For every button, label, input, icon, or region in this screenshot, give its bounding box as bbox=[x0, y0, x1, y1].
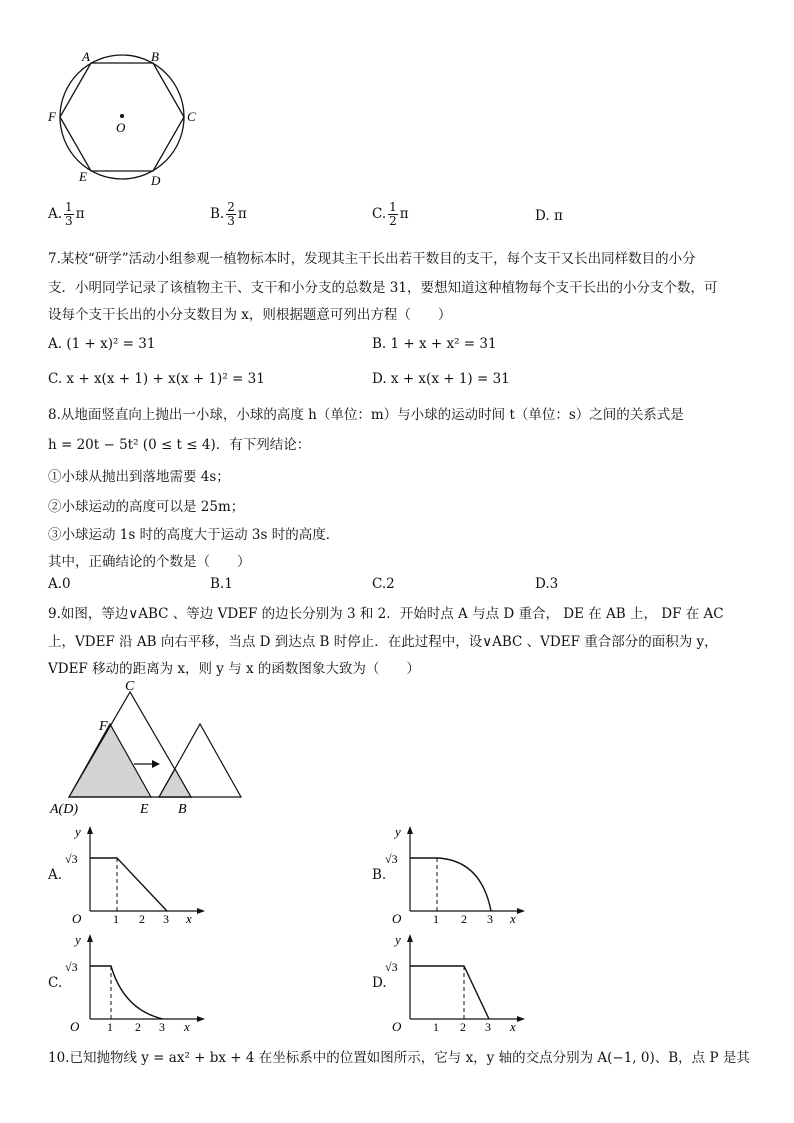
q9-triangles-figure bbox=[48, 678, 243, 818]
q8-option-b: B.1 bbox=[210, 576, 233, 592]
svg-text:1: 1 bbox=[113, 912, 119, 926]
svg-text:x: x bbox=[510, 1019, 516, 1034]
svg-text:O: O bbox=[392, 1019, 402, 1034]
q8-option-a: A.0 bbox=[48, 576, 71, 592]
svg-text:y: y bbox=[75, 932, 81, 947]
q6-option-c: C. $\frac{1}{2}$ π bbox=[372, 200, 409, 228]
svg-text:3: 3 bbox=[485, 1020, 491, 1034]
q9-graph-c-letter: C. bbox=[48, 975, 63, 991]
q8-question: 其中，正确结论的个数是（ ） bbox=[48, 554, 251, 570]
q7-option-b: B. 1 + x + x² = 31 bbox=[372, 336, 497, 352]
q9-line1: 9.如图，等边∨ABC 、等边 VDEF 的边长分别为 3 和 2．开始时点 A 与点 D 重合， DE 在 AB 上， DF 在 AC bbox=[48, 606, 724, 622]
q8-conclusion-3: ③小球运动 1s 时的高度大于运动 3s 时的高度． bbox=[48, 527, 340, 543]
svg-text:√3: √3 bbox=[385, 960, 398, 974]
label-F: F bbox=[99, 719, 108, 734]
q9-graph-d-letter: D. bbox=[372, 975, 387, 991]
svg-text:y: y bbox=[395, 824, 401, 839]
q8-option-d: D.3 bbox=[535, 576, 559, 592]
svg-text:x: x bbox=[510, 911, 516, 926]
label-C: C bbox=[125, 679, 135, 694]
q7-option-c: C. x + x(x + 1) + x(x + 1)² = 31 bbox=[48, 371, 265, 387]
hexagon-circle-figure bbox=[40, 45, 210, 190]
svg-text:x: x bbox=[186, 911, 192, 926]
q8-conclusion-1: ①小球从抛出到落地需要 4s； bbox=[48, 469, 230, 485]
svg-text:2: 2 bbox=[135, 1020, 141, 1034]
small-shaded-overlap bbox=[159, 769, 191, 797]
q9-line2: 上，VDEF 沿 AB 向右平移，当点 D 到达点 B 时停止．在此过程中，设∨ABC 、VDEF 重合部分的面积为 y， bbox=[48, 634, 718, 650]
q9-graph-b-letter: B. bbox=[372, 867, 387, 883]
q6-option-b: B. $\frac{2}{3}$ π bbox=[210, 200, 247, 228]
label-AD: A(D) bbox=[50, 802, 78, 817]
label-O: O bbox=[116, 120, 126, 135]
label-B: B bbox=[178, 802, 187, 817]
svg-text:O: O bbox=[392, 911, 402, 926]
q9-line3: VDEF 移动的距离为 x，则 y 与 x 的函数图象大致为（ ） bbox=[48, 661, 420, 677]
svg-text:√3: √3 bbox=[385, 852, 398, 866]
graph-curve bbox=[410, 966, 489, 1019]
center-point bbox=[120, 114, 124, 118]
graph-curve bbox=[90, 858, 167, 911]
label-C: C bbox=[187, 109, 196, 124]
q7-option-a: A. (1 + x)² = 31 bbox=[48, 336, 156, 352]
q9-graph-b bbox=[380, 822, 530, 927]
svg-text:2: 2 bbox=[139, 912, 145, 926]
label-A: A bbox=[82, 49, 90, 64]
q9-graph-a-letter: A. bbox=[48, 867, 63, 883]
label-D: D bbox=[151, 173, 161, 188]
svg-text:O: O bbox=[72, 911, 82, 926]
q6-option-d: D. π bbox=[535, 208, 563, 224]
svg-text:O: O bbox=[70, 1019, 80, 1034]
q8-line1: 8.从地面竖直向上抛出一小球，小球的高度 h（单位：m）与小球的运动时间 t（单位：s）之间的关系式是 bbox=[48, 407, 684, 423]
svg-text:y: y bbox=[75, 824, 81, 839]
svg-text:x: x bbox=[184, 1019, 190, 1034]
q9-graph-c bbox=[60, 930, 210, 1035]
q9-graph-d bbox=[380, 930, 530, 1035]
svg-text:3: 3 bbox=[159, 1020, 165, 1034]
svg-text:3: 3 bbox=[487, 912, 493, 926]
label-E: E bbox=[140, 802, 149, 817]
svg-text:1: 1 bbox=[107, 1020, 113, 1034]
svg-text:1: 1 bbox=[433, 1020, 439, 1034]
q7-line3: 设每个支干长出的小分支数目为 x，则根据题意可列出方程（ ） bbox=[48, 307, 452, 323]
graph-curve bbox=[90, 966, 163, 1019]
svg-text:2: 2 bbox=[460, 1020, 466, 1034]
graph-curve bbox=[410, 858, 491, 911]
q8-conclusion-2: ②小球运动的高度可以是 25m； bbox=[48, 499, 245, 515]
svg-text:3: 3 bbox=[163, 912, 169, 926]
svg-text:2: 2 bbox=[461, 912, 467, 926]
q8-option-c: C.2 bbox=[372, 576, 395, 592]
q7-option-d: D. x + x(x + 1) = 31 bbox=[372, 371, 510, 387]
label-E: E bbox=[79, 169, 87, 184]
label-F: F bbox=[48, 109, 56, 124]
q6-option-a: A. $\frac{1}{3}$ π bbox=[48, 200, 85, 228]
q7-line1: 7.某校“研学”活动小组参观一植物标本时，发现其主干长出若干数目的支干，每个支干又长出同样数目的小分 bbox=[48, 251, 696, 267]
q7-line2: 支．小明同学记录了该植物主干、支干和小分支的总数是 31，要想知道这种植物每个支干长出的小分支个数，可 bbox=[48, 280, 718, 296]
arrow-head bbox=[152, 760, 160, 768]
q10-line1: 10.已知抛物线 y = ax² + bx + 4 在坐标系中的位置如图所示，它与 x，y 轴的交点分别为 A(−1, 0)、B，点 P 是其 bbox=[48, 1050, 750, 1066]
shaded-triangle-def bbox=[69, 724, 151, 797]
q8-line2: h = 20t − 5t² (0 ≤ t ≤ 4)．有下列结论： bbox=[48, 437, 311, 453]
svg-text:1: 1 bbox=[433, 912, 439, 926]
svg-text:√3: √3 bbox=[65, 852, 78, 866]
q9-graph-a bbox=[60, 822, 210, 927]
label-B: B bbox=[151, 49, 159, 64]
svg-text:y: y bbox=[395, 932, 401, 947]
svg-text:√3: √3 bbox=[65, 960, 78, 974]
